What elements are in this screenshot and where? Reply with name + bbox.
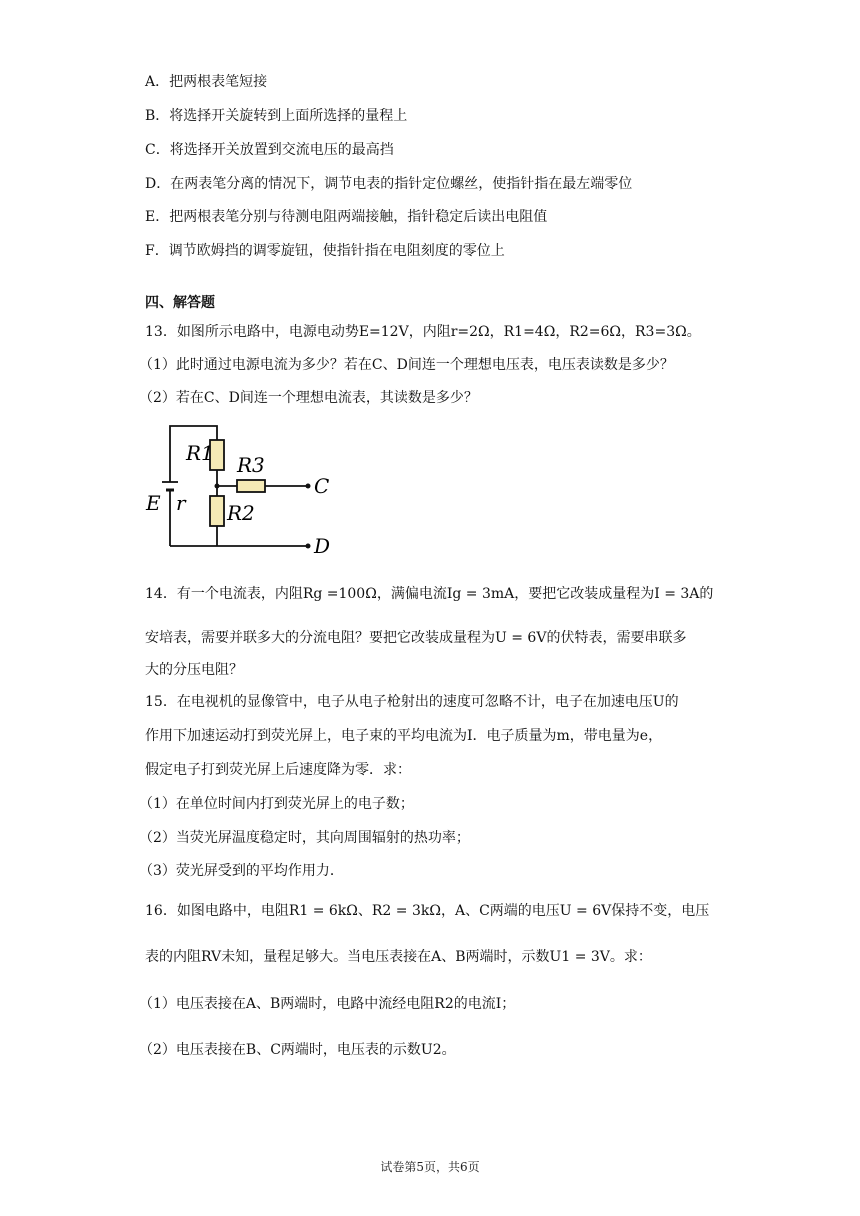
option-f: F．调节欧姆挡的调零旋钮，使指针指在电阻刻度的零位上	[145, 243, 505, 259]
q13-stem: 13．如图所示电路中，电源电动势E=12V，内阻r=2Ω，R1=4Ω，R2=6Ω，R3=3Ω。	[145, 324, 701, 340]
section-heading: 四、解答题	[145, 295, 215, 311]
label-r: r	[176, 491, 186, 515]
r2-resistor	[210, 496, 224, 526]
q15-sub1: （1）在单位时间内打到荧光屏上的电子数；	[139, 796, 414, 812]
q13-sub1: （1）此时通过电源电流为多少？若在C、D间连一个理想电压表，电压表读数是多少？	[139, 357, 674, 373]
q15-sub2: （2）当荧光屏温度稳定时，其向周围辐射的热功率；	[139, 830, 470, 846]
page-footer: 试卷第5页，共6页	[380, 1160, 480, 1174]
option-c: C．将选择开关放置到交流电压的最高挡	[145, 142, 394, 158]
option-b: B．将选择开关旋转到上面所选择的量程上	[145, 108, 408, 124]
q15-sub3: （3）荧光屏受到的平均作用力．	[139, 863, 344, 879]
circuit-diagram	[140, 420, 360, 560]
q16-sub1: （1）电压表接在A、B两端时，电路中流经电阻R2的电流I；	[139, 996, 516, 1012]
label-r1: R1	[186, 441, 214, 465]
label-r3: R3	[237, 453, 265, 477]
option-a: A．把两根表笔短接	[145, 74, 268, 90]
q15-line1: 15．在电视机的显像管中，电子从电子枪射出的速度可忽略不计，电子在加速电压U的	[145, 694, 679, 710]
q16-line2: 表的内阻RV未知，量程足够大。当电压表接在A、B两端时，示数U1 = 3V。求：	[145, 949, 652, 965]
r3-resistor	[237, 480, 265, 492]
node-dot	[215, 484, 220, 489]
option-e: E．把两根表笔分别与待测电阻两端接触，指针稳定后读出电阻值	[145, 209, 548, 225]
q13-sub2: （2）若在C、D间连一个理想电流表，其读数是多少？	[139, 390, 478, 406]
label-e: E	[146, 491, 161, 515]
q16-sub2: （2）电压表接在B、C两端时，电压表的示数U2。	[139, 1042, 456, 1058]
q15-line3: 假定电子打到荧光屏上后速度降为零．求：	[145, 762, 411, 778]
label-c: C	[314, 474, 330, 498]
option-d: D．在两表笔分离的情况下，调节电表的指针定位螺丝，使指针指在最左端零位	[145, 176, 633, 192]
terminal-d	[306, 544, 311, 549]
q15-line2: 作用下加速运动打到荧光屏上，电子束的平均电流为I．电子质量为m，带电量为e，	[145, 728, 663, 744]
q14-line3: 大的分压电阻？	[145, 662, 243, 678]
q14-line2: 安培表，需要并联多大的分流电阻？要把它改装成量程为U = 6V的伏特表，需要串联多	[145, 630, 687, 646]
q16-line1: 16．如图电路中，电阻R1 = 6kΩ、R2 = 3kΩ，A、C两端的电压U = 6V保持不变，电压	[145, 903, 710, 919]
q14-line1: 14．有一个电流表，内阻Rg =100Ω，满偏电流Ig = 3mA，要把它改装成量程为I = 3A的	[145, 586, 714, 602]
label-r2: R2	[227, 501, 255, 525]
terminal-c	[306, 484, 311, 489]
label-d: D	[314, 534, 331, 558]
